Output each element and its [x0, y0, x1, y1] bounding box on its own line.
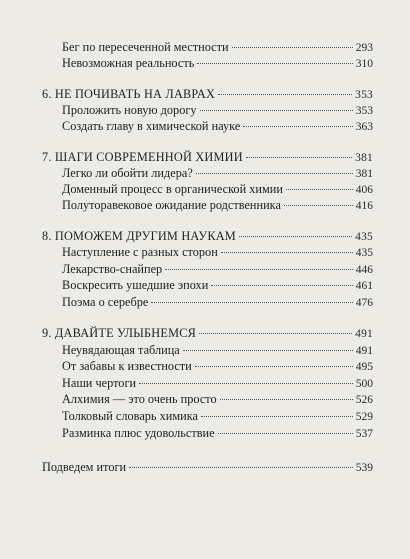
dot-leader: [218, 433, 353, 434]
dot-leader: [200, 110, 353, 111]
toc-entry: [62, 294, 373, 311]
toc-entry: [62, 244, 373, 261]
dot-leader: [195, 366, 353, 367]
toc-page-number: 435: [355, 231, 373, 243]
toc-page-number: 491: [355, 345, 373, 357]
toc-entry-title: Полуторавековое ожидание родственника: [62, 198, 281, 212]
toc-entry-title: Бег по пересеченной местности: [62, 40, 229, 54]
toc-page-number: 495: [355, 361, 373, 373]
toc-entry: [62, 342, 373, 359]
toc-chapter-heading: [42, 228, 373, 245]
toc-entry-title: Воскресить ушедшие эпохи: [62, 278, 209, 292]
dot-leader: [211, 285, 352, 286]
toc-page-number: 476: [355, 297, 373, 309]
toc-page-number: 310: [355, 58, 373, 70]
toc-page-number: 446: [355, 264, 373, 276]
dot-leader: [218, 94, 352, 95]
dot-leader: [239, 236, 352, 237]
toc-chapter-title: 7. ШАГИ СОВРЕМЕННОЙ ХИМИИ: [42, 150, 243, 164]
toc-page-number: 353: [355, 105, 373, 117]
toc-entry: [62, 55, 373, 72]
toc-entry: [62, 277, 373, 294]
toc-chapter-title: 9. ДАВАЙТЕ УЛЫБНЕМСЯ: [42, 326, 197, 340]
dot-leader: [221, 252, 353, 253]
toc-entry-title: Неувядающая таблица: [62, 343, 180, 357]
dot-leader: [199, 333, 352, 334]
toc-entry-title: Толковый словарь химика: [62, 409, 198, 423]
toc-chapter-heading: [42, 86, 373, 103]
toc-page-number: 537: [355, 428, 373, 440]
dot-leader: [284, 205, 353, 206]
toc-entry-title: Разминка плюс удовольствие: [62, 426, 215, 440]
toc-entry: [62, 375, 373, 392]
toc-entry-title: Лекарство-снайпер: [62, 262, 163, 276]
dot-leader: [286, 189, 353, 190]
toc-entry: [62, 408, 373, 425]
dot-leader: [165, 269, 353, 270]
toc-entry-title: От забавы к известности: [62, 359, 192, 373]
toc-entry: [62, 358, 373, 375]
toc-entry-title: Наступление с разных сторон: [62, 245, 218, 259]
toc-chapter-title: 8. ПОМОЖЕМ ДРУГИМ НАУКАМ: [42, 229, 236, 243]
toc-page-number: 381: [355, 152, 373, 164]
toc-entry: [62, 102, 373, 119]
toc-entry: [62, 165, 373, 182]
toc-page-number: 435: [355, 247, 373, 259]
toc-entry-title: Алхимия — это очень просто: [62, 392, 217, 406]
dot-leader: [201, 416, 353, 417]
toc-entry-summary: [42, 459, 373, 476]
dot-leader: [197, 63, 352, 64]
dot-leader: [196, 173, 353, 174]
toc-page-number: 381: [355, 168, 373, 180]
toc-entry: [62, 425, 373, 442]
dot-leader: [129, 467, 353, 468]
toc-entry-title: Наши чертоги: [62, 376, 137, 390]
toc-page-number: 416: [355, 200, 373, 212]
toc-page-number: 363: [355, 121, 373, 133]
toc-entry-title: Проложить новую дорогу: [62, 103, 197, 117]
toc-page-number: 529: [355, 411, 373, 423]
toc-entry-title: Подведем итоги: [42, 460, 127, 474]
dot-leader: [232, 47, 353, 48]
toc-entry: [62, 261, 373, 278]
toc-page-number: 526: [355, 394, 373, 406]
toc-page-number: 461: [355, 280, 373, 292]
dot-leader: [183, 350, 353, 351]
dot-leader: [220, 399, 353, 400]
toc-page-number: 353: [355, 89, 373, 101]
toc-chapter-title: 6. НЕ ПОЧИВАТЬ НА ЛАВРАХ: [42, 87, 216, 101]
dot-leader: [246, 157, 352, 158]
toc-chapter-heading: [42, 325, 373, 342]
toc-page-number: 539: [355, 462, 373, 474]
toc-entry-title: Невозможная реальность: [62, 56, 195, 70]
toc-entry: [62, 39, 373, 56]
toc-page-number: 491: [355, 328, 373, 340]
toc-chapter-heading: [42, 149, 373, 166]
toc-entry-title: Поэма о серебре: [62, 295, 149, 309]
toc-entry: [62, 181, 373, 198]
toc-entry: [62, 118, 373, 135]
toc-entry: [62, 391, 373, 408]
toc-page-number: 406: [355, 184, 373, 196]
toc-entry-title: Легко ли обойти лидера?: [62, 166, 193, 180]
toc-entry-title: Создать главу в химической науке: [62, 119, 241, 133]
toc-entry: [62, 197, 373, 214]
toc-entry-title: Доменный процесс в органической химии: [62, 182, 283, 196]
dot-leader: [139, 383, 353, 384]
dot-leader: [151, 302, 352, 303]
toc-page-number: 500: [355, 378, 373, 390]
toc-page-number: 293: [355, 42, 373, 54]
dot-leader: [243, 126, 352, 127]
